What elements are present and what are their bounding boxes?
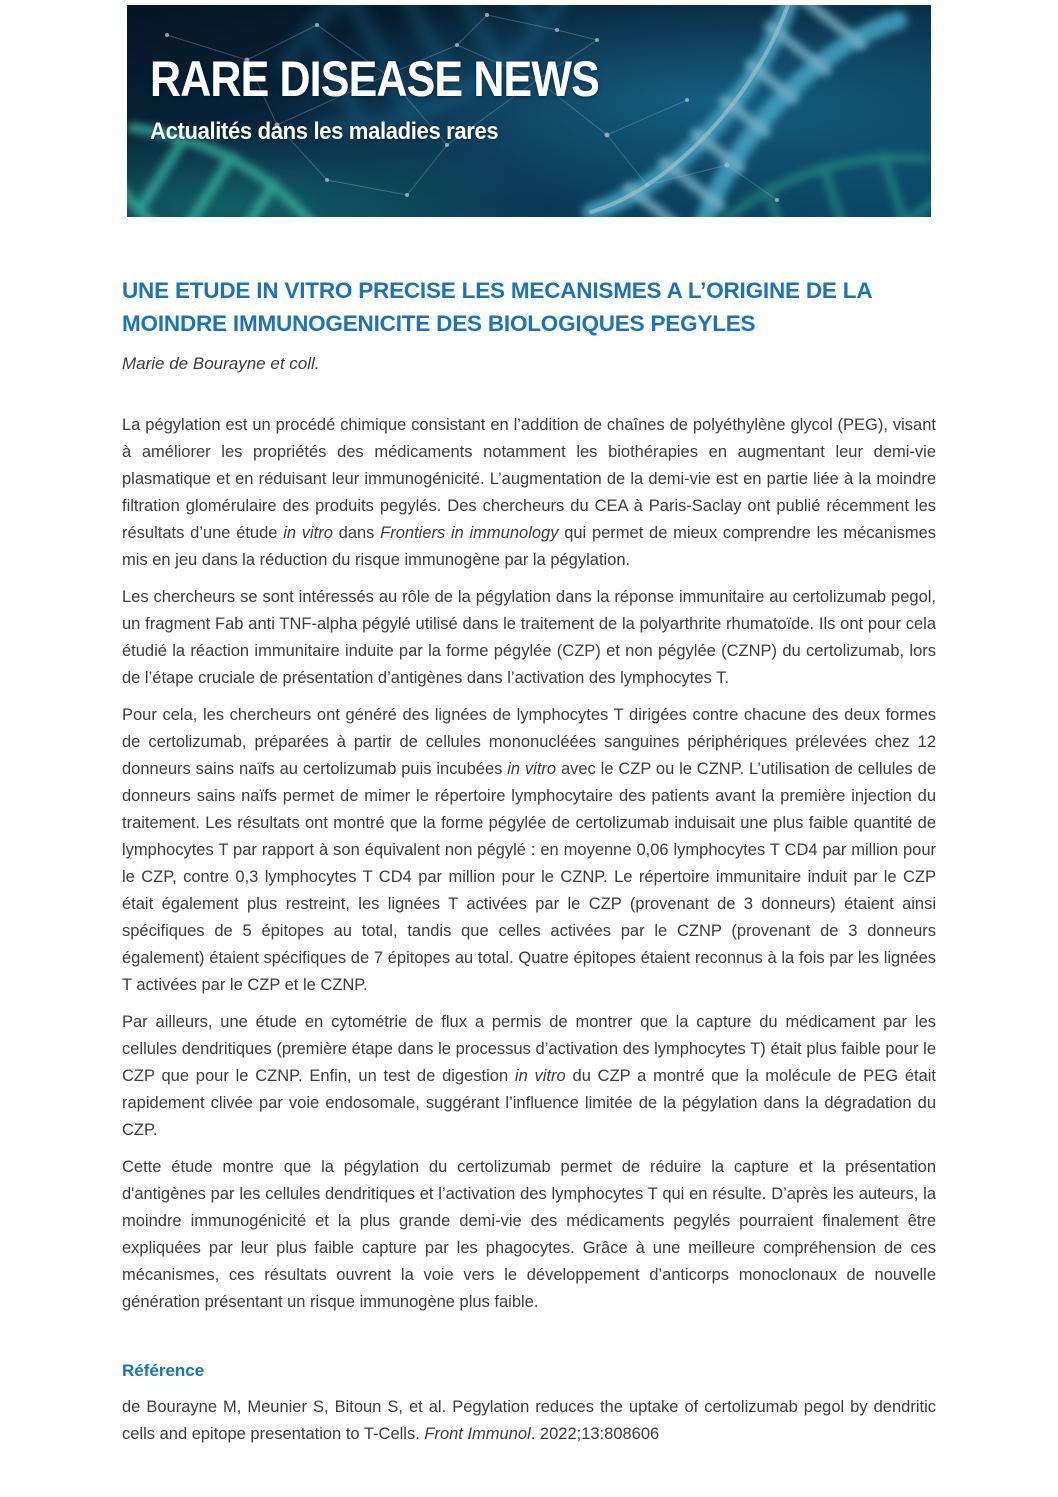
article-body — [122, 217, 936, 1465]
newsletter-banner — [127, 5, 931, 217]
article-paragraph: La pégylation est un procédé chimique consistant en l’addition de chaînes de polyéthylène glycol (PEG), visant à améliorer les propriétés des médicaments notamment les biothérapies en augmentant leur demi-vie plasmatique et en réduisant leur immunogénicité. L’augmentation de la demi-vie est en partie liée à la moindre filtration glomérulaire des produits pegylés. Des chercheurs du CEA à Paris-Saclay ont publié récemment les résultats d’une étude in vitro dans Frontiers in immunology qui permet de mieux comprendre les mécanismes mis en jeu dans la réduction du risque immunogène par la pégylation. — [122, 416, 936, 569]
article-paragraph: Les chercheurs se sont intéressés au rôle de la pégylation dans la réponse immunitaire au certolizumab pegol, un fragment Fab anti TNF-alpha pégylé utilisé dans le traitement de la polyarthrite rhumatoïde. Ils ont pour cela étudié la réaction immunitaire induite par la forme pégylée (CZP) et non pégylée (CZNP) du certolizumab, lors de l’étape cruciale de présentation d’antigènes dans l’activation des lymphocytes T. — [122, 588, 936, 687]
article-title: UNE ETUDE IN VITRO PRECISE LES MECANISMES A L’ORIGINE DE LA MOINDRE IMMUNOGENICITE DES BIOLOGIQUES PEGYLES — [122, 278, 872, 336]
article-paragraph: Pour cela, les chercheurs ont généré des lignées de lymphocytes T dirigées contre chacune des deux formes de certolizumab, préparées à partir de cellules mononucléées sanguines périphériques prélevées chez 12 donneurs sains naïfs au certolizumab puis incubées in vitro avec le CZP ou le CZNP. L’utilisation de cellules de donneurs sains naïfs permet de mimer le répertoire lymphocytaire des patients avant la première injection du traitement. Les résultats ont montré que la forme pégylée de certolizumab induisait une plus faible quantité de lymphocytes T par rapport à son équivalent non pégylé : en moyenne 0,06 lymphocytes T CD4 par million pour le CZP, contre 0,3 lymphocytes T CD4 par million pour le CZNP. Le répertoire immunitaire induit par le CZP était également plus restreint, les lignées T activées par le CZP (provenant de 3 donneurs) étaient ainsi spécifiques de 5 épitopes au total, tandis que celles activées par le CZNP (provenant de 3 donneurs également) étaient spécifiques de 7 épitopes au total. Quatre épitopes étaient reconnus à la fois par les lignées T activées par le CZP et le CZNP. — [122, 706, 936, 994]
banner-subtitle: Actualités dans les maladies rares — [150, 117, 499, 145]
reference-citation: de Bourayne M, Meunier S, Bitoun S, et al. Pegylation reduces the uptake of certolizumab pegol by dendritic cells and epitope presentation to T-Cells. Front Immunol. 2022;13:808606 — [122, 1398, 936, 1443]
article-paragraph: Cette étude montre que la pégylation du certolizumab permet de réduire la capture et la présentation d'antigènes par les cellules dendritiques et l’activation des lymphocytes T qui en résulte. D’après les auteurs, la moindre immunogénicité et la plus grande demi-vie des médicaments pegylés pourraient finalement être expliquées par leur plus faible capture par les phagocytes. Grâce à une meilleure compréhension de ces mécanismes, ces résultats ouvrent la voie vers le développement d’anticorps monoclonaux de nouvelle génération présentant un risque immunogène plus faible. — [122, 1158, 936, 1311]
article-byline: Marie de Bourayne et coll. — [122, 354, 320, 373]
article-paragraph: Par ailleurs, une étude en cytométrie de flux a permis de montrer que la capture du médicament par les cellules dendritiques (première étape dans le processus d’activation des lymphocytes T) était plus faible pour le CZP que pour le CZNP. Enfin, un test de digestion in vitro du CZP a montré que la molécule de PEG était rapidement clivée par voie endosomale, suggérant l’influence limitée de la pégylation dans la dégradation du CZP. — [122, 1013, 937, 1139]
article-paragraphs — [122, 412, 936, 1316]
reference-heading: Référence — [122, 1361, 205, 1380]
banner-title: RARE DISEASE NEWS — [150, 51, 599, 107]
